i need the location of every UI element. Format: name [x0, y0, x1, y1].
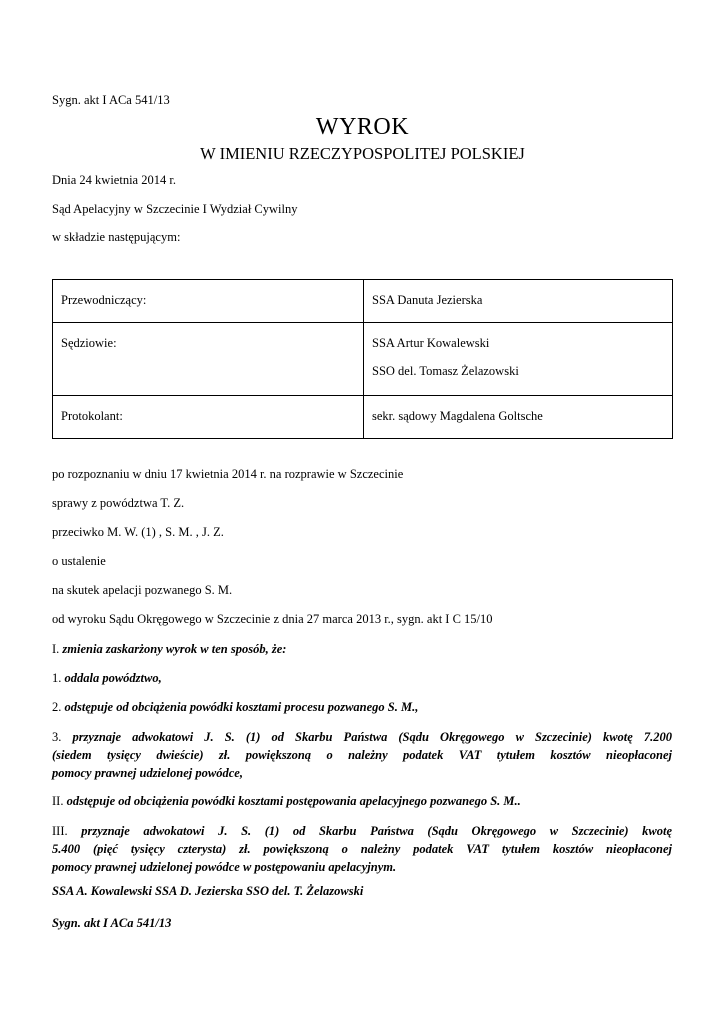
ruling-text: odstępuje od obciążenia powódki kosztami postępowania apelacyjnego pozwanego S. M.. [66, 794, 521, 808]
document-title: WYROK [315, 114, 410, 140]
ruling-number: 3. [52, 730, 62, 744]
presiding-label: Przewodniczący: [53, 280, 364, 323]
ruling-point-2 [52, 794, 521, 809]
ruling-subpoint-1 [52, 671, 162, 686]
ruling-text: przyznaje adwokatowi J. S. (1) od Skarbu Państwa (Sądu Okręgowego w Szczecinie) kwotę 7.200 [72, 730, 673, 744]
clerk-name: sekr. sądowy Magdalena Goltsche [364, 396, 673, 439]
appealed-judgment-ref: od wyroku Sądu Okręgowego w Szczecinie z dnia 27 marca 2013 r., sygn. akt I C 15/10 [52, 612, 493, 626]
judges-cell [364, 323, 673, 396]
court-name: Sąd Apelacyjny w Szczecinie I Wydział Cywilny [52, 202, 298, 216]
ruling-text: przyznaje adwokatowi J. S. (1) od Skarbu Państwa (Sądu Okręgowego w Szczecinie) kwotę [81, 824, 672, 838]
ruling-text: zmienia zaskarżony wyrok w ten sposób, że: [62, 642, 287, 656]
ruling-text-line [52, 822, 672, 840]
case-subject: o ustalenie [52, 554, 106, 568]
ruling-number: I. [52, 642, 60, 656]
ruling-subpoint-3 [52, 728, 672, 782]
presiding-name: SSA Danuta Jezierska [364, 280, 673, 323]
judges-label: Sędziowie: [53, 323, 364, 396]
panel-composition-table [52, 279, 673, 439]
ruling-text-line: pomocy prawnej udzielonej powódce w postępowaniu apelacyjnym. [52, 860, 397, 874]
ruling-number: 1. [52, 671, 62, 685]
hearing-info: po rozpoznaniu w dniu 17 kwietnia 2014 r. na rozprawie w Szczecinie [52, 467, 404, 481]
ruling-point-3 [52, 822, 672, 876]
ruling-point-1 [52, 642, 286, 657]
ruling-subpoint-2 [52, 700, 418, 715]
judge-name: SSO del. Tomasz Żelazowski [372, 364, 519, 378]
ruling-text-line: (siedem tysięcy dwieście) zł. powiększoną o należny podatek VAT tytułem kosztów nieopłaconej [52, 748, 672, 762]
ruling-text-line: 5.400 (pięć tysięcy czterysta) zł. powiększoną o należny podatek VAT tytułem kosztów nieopłaconej [52, 842, 672, 856]
appeal-info: na skutek apelacji pozwanego S. M. [52, 583, 233, 597]
document-subtitle: W IMIENIU RZECZYPOSPOLITEJ POLSKIEJ [200, 144, 525, 163]
composition-intro: w składzie następującym: [52, 230, 181, 244]
footer-case-reference: Sygn. akt I ACa 541/13 [52, 916, 172, 930]
ruling-text: oddala powództwo, [64, 671, 162, 685]
table-row [53, 280, 673, 323]
ruling-number: 2. [52, 700, 62, 714]
table-row [53, 396, 673, 439]
table-row [53, 323, 673, 396]
ruling-text: odstępuje od obciążenia powódki kosztami procesu pozwanego S. M., [64, 700, 419, 714]
ruling-text-line [52, 728, 672, 746]
defendants-info: przeciwko M. W. (1) , S. M. , J. Z. [52, 525, 224, 539]
plaintiff-info: sprawy z powództwa T. Z. [52, 496, 185, 510]
ruling-number: II. [52, 794, 64, 808]
clerk-label: Protokolant: [53, 396, 364, 439]
ruling-number: III. [52, 824, 68, 838]
judge-signatures: SSA A. Kowalewski SSA D. Jezierska SSO del. T. Żelazowski [52, 884, 364, 898]
ruling-text-line: pomocy prawnej udzielonej powódce, [52, 766, 243, 780]
judgment-date: Dnia 24 kwietnia 2014 r. [52, 173, 176, 187]
case-reference: Sygn. akt I ACa 541/13 [52, 93, 170, 107]
judge-name: SSA Artur Kowalewski [372, 336, 490, 350]
